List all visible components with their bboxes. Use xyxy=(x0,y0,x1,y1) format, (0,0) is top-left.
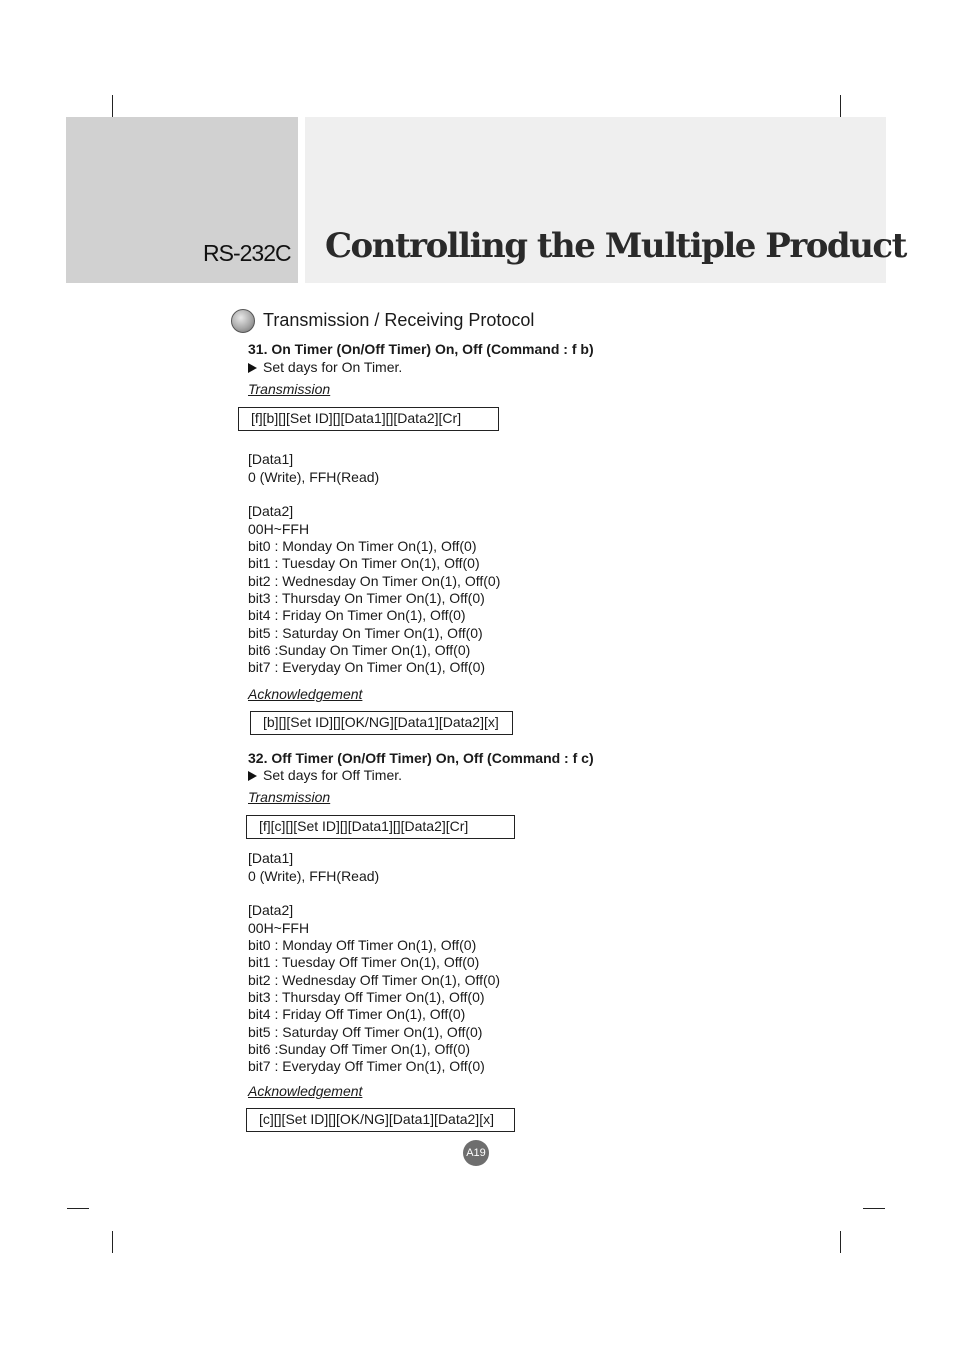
cmd32-bit-row: bit3 : Thursday Off Timer On(1), Off(0) xyxy=(248,989,485,1005)
cmd31-data2-label: [Data2] xyxy=(248,503,294,519)
cmd31-transmission-label: Transmission xyxy=(248,381,331,397)
cmd32-description: Set days for Off Timer. xyxy=(248,767,402,784)
page-number: A19 xyxy=(463,1140,489,1166)
cmd31-bit-row: bit1 : Tuesday On Timer On(1), Off(0) xyxy=(248,555,480,571)
crop-mark xyxy=(840,1231,841,1253)
cmd31-bit-row: bit7 : Everyday On Timer On(1), Off(0) xyxy=(248,659,486,675)
cmd31-bit-row: bit5 : Saturday On Timer On(1), Off(0) xyxy=(248,625,483,641)
cmd31-data1-label: [Data1] xyxy=(248,451,294,467)
cmd32-transmission-label: Transmission xyxy=(248,789,331,805)
cmd32-bit-row: bit2 : Wednesday Off Timer On(1), Off(0) xyxy=(248,972,501,988)
cmd31-bit-row: bit6 :Sunday On Timer On(1), Off(0) xyxy=(248,642,471,658)
cmd32-bit-row: bit0 : Monday Off Timer On(1), Off(0) xyxy=(248,937,477,953)
cmd31-bit-row: bit2 : Wednesday On Timer On(1), Off(0) xyxy=(248,573,501,589)
cmd31-description: Set days for On Timer. xyxy=(248,359,402,376)
cmd31-transmission-box: [f][b][][Set ID][][Data1][][Data2][Cr] xyxy=(238,407,499,431)
cmd32-bit-row: bit4 : Friday Off Timer On(1), Off(0) xyxy=(248,1006,466,1022)
crop-mark xyxy=(863,1208,885,1209)
cmd31-data2-range: 00H~FFH xyxy=(248,521,310,537)
cmd31-ack-box: [b][][Set ID][][OK/NG][Data1][Data2][x] xyxy=(250,711,513,735)
cmd32-data1-label: [Data1] xyxy=(248,850,294,866)
cmd31-heading: 31. On Timer (On/Off Timer) On, Off (Command : f b) xyxy=(248,341,594,357)
cmd32-data2-label: [Data2] xyxy=(248,902,294,918)
crop-mark xyxy=(112,95,113,117)
cmd32-ack-label: Acknowledgement xyxy=(248,1083,363,1099)
cmd32-bit-row: bit1 : Tuesday Off Timer On(1), Off(0) xyxy=(248,954,480,970)
cmd32-transmission-box: [f][c][][Set ID][][Data1][][Data2][Cr] xyxy=(246,815,515,839)
cmd32-bit-row: bit7 : Everyday Off Timer On(1), Off(0) xyxy=(248,1058,485,1074)
cmd31-ack-label: Acknowledgement xyxy=(248,686,363,702)
cmd31-data1-value: 0 (Write), FFH(Read) xyxy=(248,469,380,485)
cmd32-data2-range: 00H~FFH xyxy=(248,920,310,936)
cmd32-data1-value: 0 (Write), FFH(Read) xyxy=(248,868,380,884)
triangle-arrow-icon xyxy=(248,771,257,781)
cmd32-bit-row: bit6 :Sunday Off Timer On(1), Off(0) xyxy=(248,1041,471,1057)
crop-mark xyxy=(840,95,841,117)
section-bullet-icon xyxy=(231,309,255,333)
triangle-arrow-icon xyxy=(248,363,257,373)
section-title: Transmission / Receiving Protocol xyxy=(263,310,535,330)
page-title: Controlling the Multiple Product xyxy=(325,226,906,266)
chapter-label: RS-232C xyxy=(203,240,291,266)
crop-mark xyxy=(112,1231,113,1253)
cmd31-bit-row: bit3 : Thursday On Timer On(1), Off(0) xyxy=(248,590,485,606)
crop-mark xyxy=(67,1208,89,1209)
cmd32-bit-row: bit5 : Saturday Off Timer On(1), Off(0) xyxy=(248,1024,483,1040)
cmd32-ack-box: [c][][Set ID][][OK/NG][Data1][Data2][x] xyxy=(246,1108,515,1132)
cmd32-heading: 32. Off Timer (On/Off Timer) On, Off (Command : f c) xyxy=(248,750,594,766)
cmd31-bit-row: bit4 : Friday On Timer On(1), Off(0) xyxy=(248,607,466,623)
cmd31-bit-row: bit0 : Monday On Timer On(1), Off(0) xyxy=(248,538,477,554)
